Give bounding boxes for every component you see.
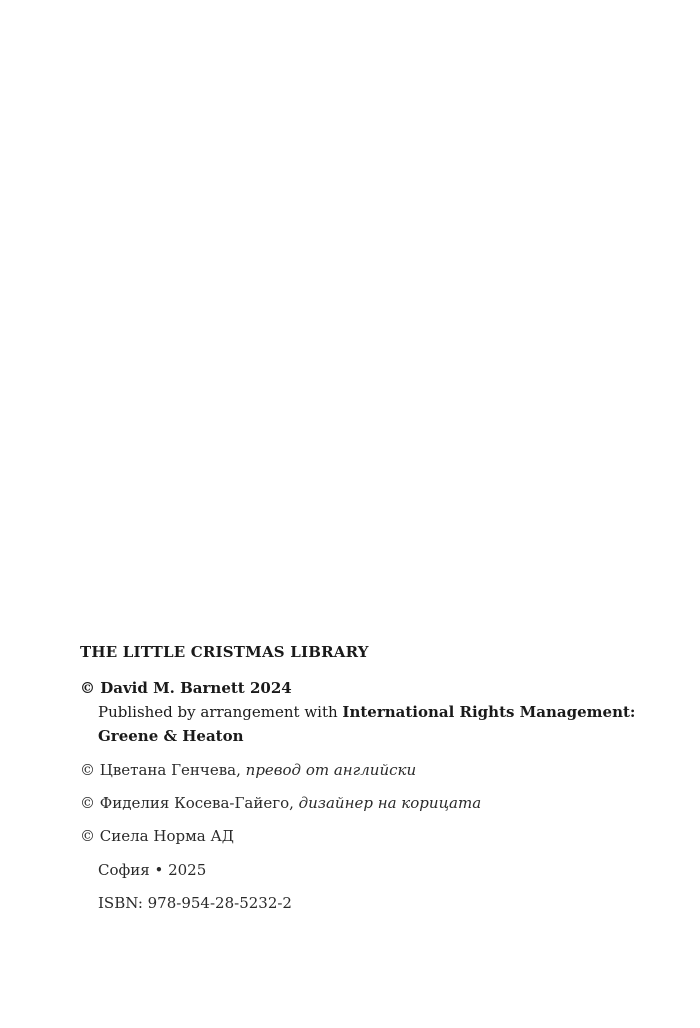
arrangement-notice (80, 700, 640, 724)
original-copyright-block (80, 676, 640, 748)
original-title: THE LITTLE CRISTMAS LIBRARY (80, 643, 369, 661)
arrangement-prefix: Published by arrangement with (98, 703, 343, 721)
original-copyright: © David M. Barnett 2024 (80, 679, 292, 697)
rights-agency: International Rights Management: (342, 703, 636, 721)
city-year: София • 2025 (98, 861, 207, 879)
translator-credit (80, 758, 640, 782)
designer-role: дизайнер на корицата (298, 794, 482, 812)
designer-name: © Фиделия Косева-Гайего, (80, 794, 299, 812)
translator-role: превод от английски (245, 761, 417, 779)
publisher-credit: © Сиела Норма АД (80, 827, 235, 845)
designer-credit (80, 791, 640, 815)
rights-agency-line2: Greene & Heaton (98, 727, 244, 745)
isbn: ISBN: 978-954-28-5232-2 (98, 894, 292, 912)
translator-name: © Цветана Генчева, (80, 761, 246, 779)
